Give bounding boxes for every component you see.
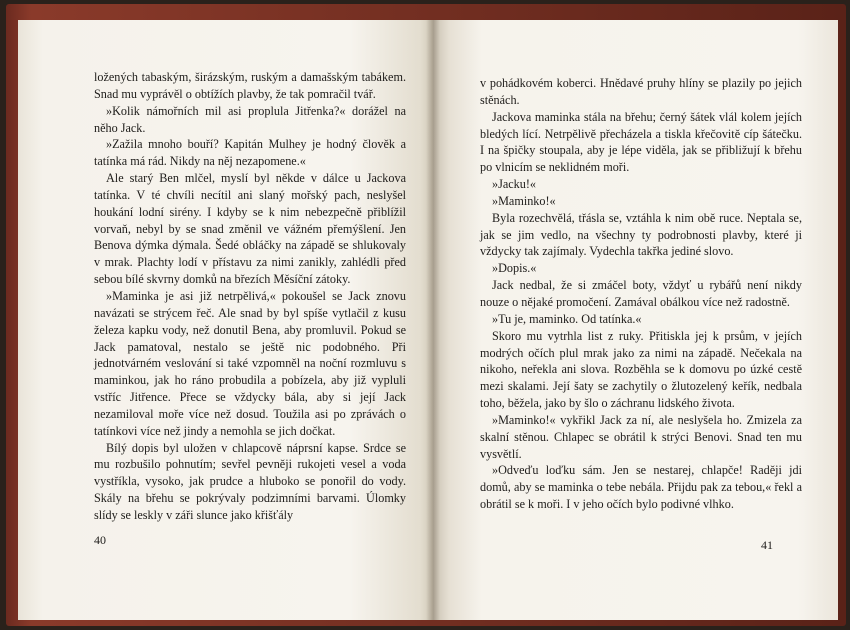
right-page <box>433 20 838 620</box>
paragraph: Jack nedbal, že si zmáčel boty, vždyť u rybářů není nikdy nouze o nějaké promočení. Zamával obálkou více než radostně. <box>480 278 802 309</box>
paragraph: »Maminko!« vykřikl Jack za ní, ale neslyšela ho. Zmizela za skalní stěnou. Chlapec se obrátil k strýci Benovi. Snad ten mu vysvětlí. <box>480 412 802 461</box>
paragraph: »Dopis.« <box>492 261 537 276</box>
book-gutter <box>426 20 440 620</box>
paragraph: Byla rozechvělá, třásla se, vztáhla k nim obě ruce. Neptala se, jak se jim vedlo, na všechny ty podrobnosti plavby, které ji vždycky tak zajímaly. Vydechla takřka jediné slovo. <box>480 210 802 259</box>
paragraph: v pohádkovém koberci. Hnědavé pruhy hlíny se plazily po jejich stěnách. <box>480 76 802 107</box>
paragraph: »Odveďu loďku sám. Jen se nestarej, chlapče! Raději jdi domů, aby se maminka o tebe nebála. Přijdu pak za tebou,« řekl a obrátil se k moři. I v jeho očích bylo podivné vlhko. <box>480 463 802 512</box>
page-number: 41 <box>761 538 773 552</box>
paragraph: Ale starý Ben mlčel, myslí byl někde v dálce u Jackova tatínka. V té chvíli necítil ani slaný mořský pach, neslyšel houkání lodní sirény. I kdyby se k nim nebezpečně přiblížil vorvaň, nebyl by se snad změnil ve vážném přemýšlení. Jen Benova dýmka dýmala. Šedé obláčky na západě se shlukovaly v mrak. Plachty lodí v přístavu za nimi zanikly, zahlédli před sebou bílé skvrny domků na březích Měsíční zátoky. <box>94 171 406 287</box>
open-book <box>6 4 846 626</box>
left-page <box>18 20 433 620</box>
left-page-text <box>94 69 406 524</box>
paragraph: »Zažila mnoho bouří? Kapitán Mulhey je hodný člověk a tatínka má rád. Nikdy na něj nezapomene.« <box>94 137 406 169</box>
paragraph: Skoro mu vytrhla list z ruky. Přitiskla jej k prsům, v jejích modrých očích plul mrak jako za nimi na západě. Nečekala na nikoho, neřekla ani slova. Rozběhla se k domovu po úzké cestě mezi skalami. Její šaty se zachytily o žlutozelený keřík, nedbala toho, běžela, jako by šlo o záchranu lidského života. <box>480 328 802 411</box>
paragraph: »Maminka je asi již netrpělivá,« pokoušel se Jack znovu navázati se strýcem řeč. Ale snad by byl spíše vytlačil z kusu železa kapku vody, než donutil Bena, aby promluvil. Pokud se Jack pamatoval, nestalo se ještě nic podobného. Při jednotvárném veslování si také vzpomněl na noční rozmluvu s maminkou, jak ho ráno probudila a pobízela, aby již vypluli vstříc Jitřence. Přece se vždycky bála, aby si její Jack nezamiloval moře více než dosud. Toužila asi po zprávách o tatínkovi více než jindy a nemohla se jich dočkat. <box>94 288 406 438</box>
paragraph: »Tu je, maminko. Od tatínka.« <box>492 311 642 326</box>
paragraph: »Jacku!« <box>492 177 536 192</box>
paragraph: »Maminko!« <box>492 193 556 208</box>
page-number: 40 <box>94 533 106 547</box>
paragraph: Bílý dopis byl uložen v chlapcově náprsní kapse. Srdce se mu rozbušilo pohnutím; sevřel pevněji rukojeti vesel a voda vystříkla, vysoko, jak prudce a hluboko se ponořil do vody. Skály na břehu se pokrývaly podzimními barvami. Úlomky slídy se leskly v záři slunce jako křišťály <box>94 440 406 522</box>
right-page-text <box>480 75 802 513</box>
paragraph: »Kolik námořních mil asi proplula Jitřenka?« dorážel na něho Jack. <box>94 103 406 135</box>
paragraph: ložených tabaským, širázským, ruským a damašským tabákem. Snad mu vyprávěl o obtížích plavby, že tak pomračil tvář. <box>94 70 406 101</box>
paragraph: Jackova maminka stála na břehu; černý šátek vlál kolem jejích bledých lící. Netrpělivě přecházela a tiskla křečovitě cíp šátečku. I na špičky stoupala, aby je lépe viděla, jak se přibližují k břehu po vlnicím se neklidném moři. <box>480 109 802 175</box>
